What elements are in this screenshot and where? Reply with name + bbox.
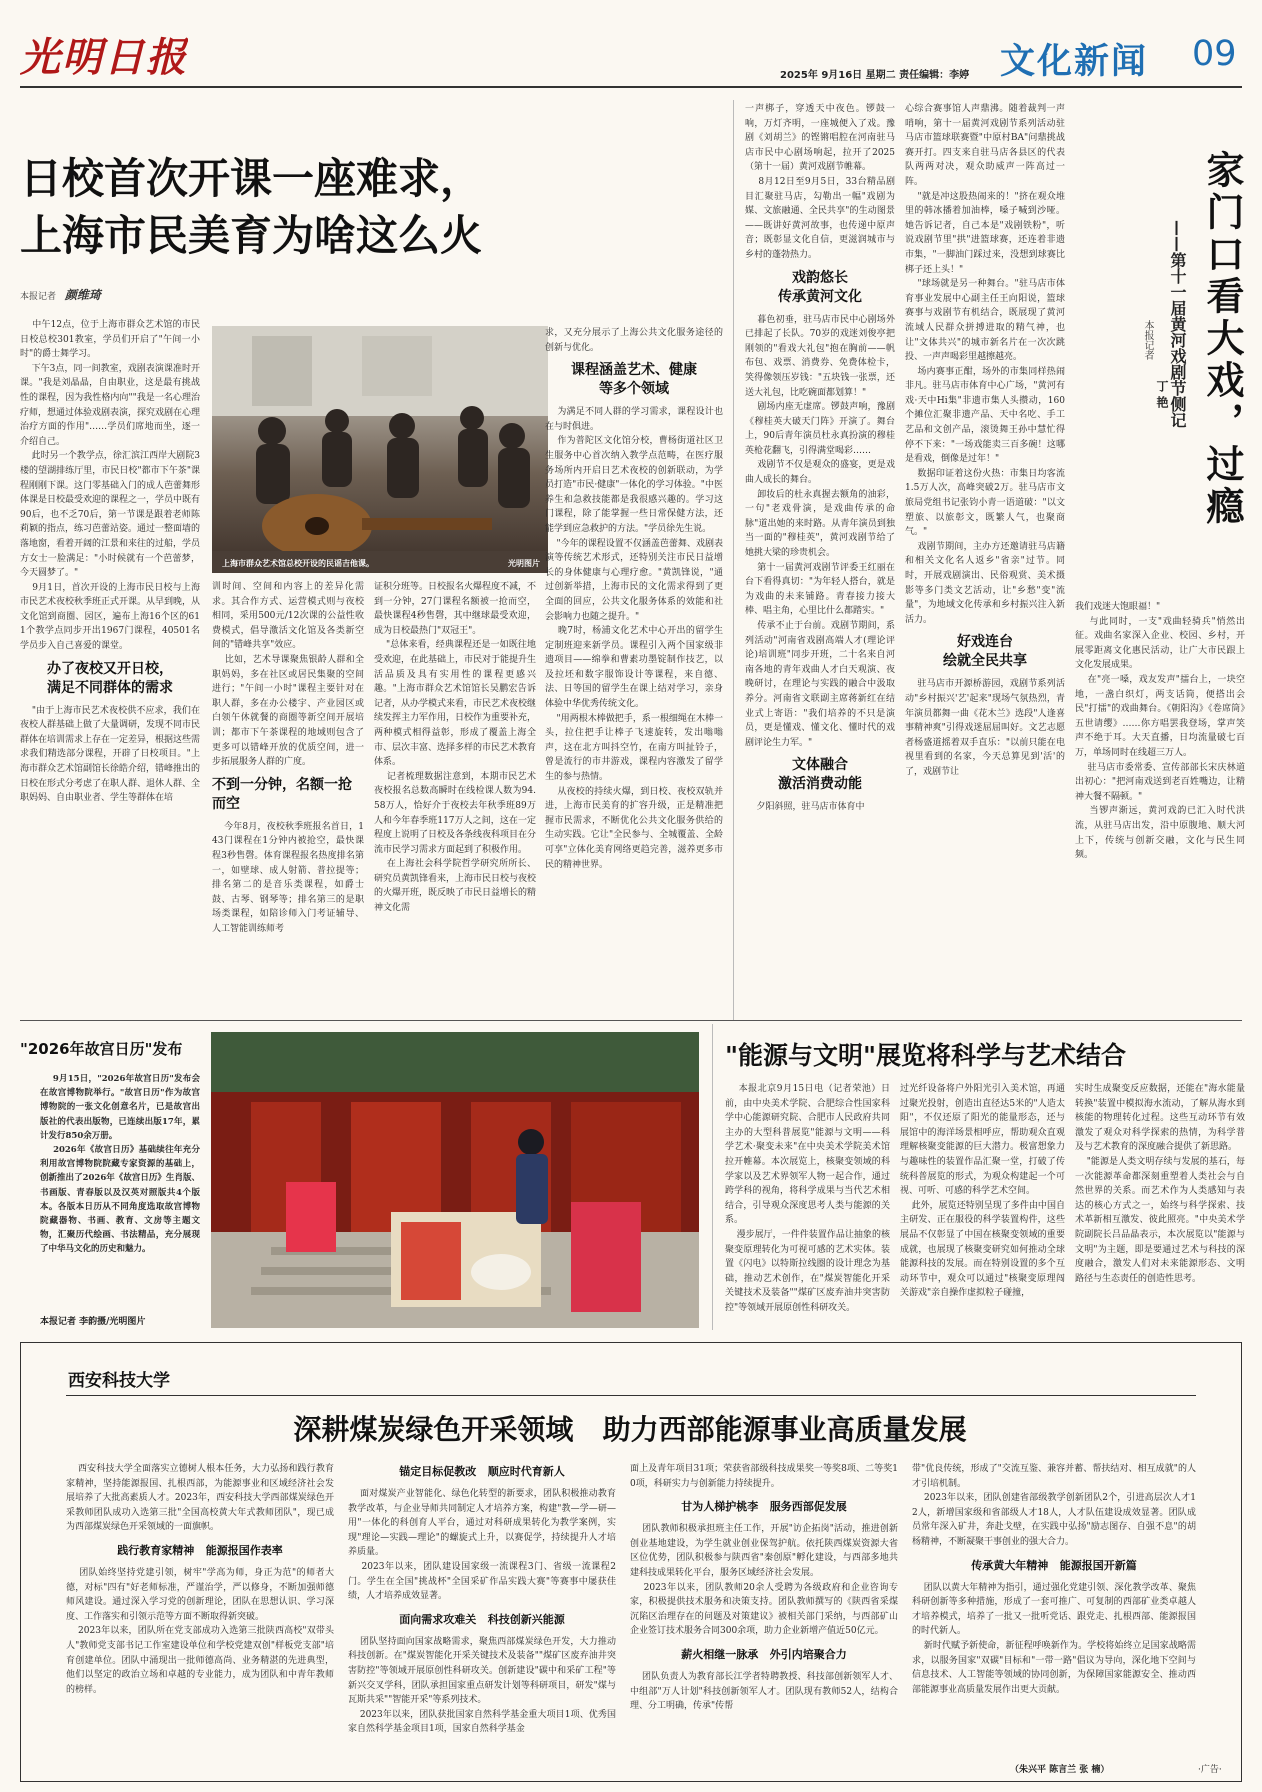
lead-col1-text: 中午12点，位于上海市群众艺术馆的市民日校总校301教室，学员们开启了"午间一小时"的爵士舞学习。 下午3点，同一间教室，戏剧表演课准时开课。"我是刘晶晶，自由职业，这是最有挑战性的课程，因为我性格内向""我是一名心理治疗师，想通过体验戏剧表演，探究戏剧在心理治疗方面的作用"……学员们席地而坐，逐一介绍自己。 此时另一个教学点，徐汇滨江西岸大剧院3楼的望湖排练厅里，市民日校"都市下午茶"课程刚刚下课。这门零基础入门的成人芭蕾舞形体课是日校最受欢迎的课程之一，学员中既有90后，也不乏70后，第一节课是跟着老师陈莉颖的指点，练习芭蕾站姿。通过一整面墙的落地窗，看着开阔的江景和来往的过船，学员方女士一脸满足："小时候就有一个芭蕾梦，今天圆梦了。" 9月1日，首次开设的上海市民日校与上海市民艺术夜校秋季班正式开课。从早到晚，从文化馆到商圈、园区，遍布上海16个区的611个教学点同步开出1967门课程，40501名学员步入自己喜爱的课堂。 xyxy=(20,320,200,652)
ad-column-4 xyxy=(912,1462,1196,1762)
energy-col3-text: 实时生成聚变反应数据，还能在"海水能量转换"装置中模拟海水流动，了解从海水到核能的物理转化过程。这些互动环节有效激发了观众对科学探索的热情，为科学普及与艺术教育的深度融合提供了新思路。 "能源是人类文明存续与发展的基石，每一次能源革命都深刻重塑着人类社会与自然世界的关系。而艺术作为人类感知与表达的核心方式之一，始终与科学探索、技术革新相互激发、彼此照亮。"中央美术学院副院长吕品晶表示，本次展览以"能源与文明"为主题，即是要通过艺术与科技的深度融合，激发人们对未来能源形态、文明路径与生态责任的创造性思考。 xyxy=(1075,1084,1245,1284)
opera-title-block xyxy=(1075,150,1245,590)
opera-col3-text: 我们戏迷大饱眼福！" 与此同时，一支"戏曲轻骑兵"悄然出征。戏曲名家深入企业、校园、乡村，开展零距离文化惠民活动，让广大市民跟上文化发展成果。 在"亮一嗓，戏友发声"擂台上，一块空地，一盏白织灯，两支话筒，便搭出会民"打擂"的戏曲舞台。《朝阳沟》《卷席筒》五世请缨》……你方唱罢我登场，掌声笑声不绝于耳。大天直播，日均流量破七百万，单场同时在线超三万人。 驻马店市委常委、宣传部部长宋庆林道出初心："把河南戏送到老百姓嘴边，让精神大餐不隔顿。" 当锣声渐远，黄河戏韵已汇入时代洪流，从驻马店出发，沿中原腹地、顺大河上下，传统与创新交融，文化与民生同频。 xyxy=(1075,602,1245,861)
ad-col4-text: 带"优良传统，形成了"交流互鉴、兼容并蓄、帮扶结对、相互成就"的人才引培机制。 2023年以来，团队创建省部级教学创新团队2个，引进高层次人才12人，新增国家级和省部级人才18人，人才队伍建设成效显著。团队成员常年深入矿井，奔赴戈壁，在实践中弘扬"励志图存、自强不息"的胡杨精神，不断凝聚干事创业的强大合力。 xyxy=(912,1464,1196,1547)
calendar-text-block xyxy=(40,1072,200,1312)
lead-col2-text: 训时间、空间和内容上的差异化需求。其合作方式、运营模式则与夜校相同，采用500元/12次课的公益性收费模式，倡导激活文化馆及各类新空间的"错峰共享"效应。 比如，艺术导课聚焦银龄人群和全职妈妈，多在社区或居民集聚的空间进行；"午间一小时"课程主要针对在职人群，多在办公楼宇、产业园区或白领午休就餐的商圈等新空间开展培训；都市下午茶课程的地域则包含了更多可以错峰开放的优质空间，进一步拓展服务人群的广度。 xyxy=(212,582,364,768)
lead-title-line1: 日校首次开课一座难求， xyxy=(20,154,483,203)
opera-subhead-1: 戏韵悠长 传承黄河文化 xyxy=(778,269,862,305)
ad-col2b-text: 团队坚持面向国家战略需求，聚焦西部煤炭绿色开发，大力推动科技创新。在"煤炭智能化开采关键技术及装备""煤矿区废弃油井突害防控"等领域开展原创性科研攻关。创新建设"碳中和采矿工程"等新兴交叉学科，团队承担国家重点研发计划等科研项目，研发"煤与瓦斯共采""智能开采"等系列技术。 2023年以来，团队获批国家自然科学基金重大项目1项、优秀国家自然科学基金项目1项，国家自然科学基金 xyxy=(348,1636,616,1735)
opera-col1c-text: 夕阳斜照，驻马店市体育中 xyxy=(745,802,865,813)
opera-byline-name: 丁 艳 xyxy=(1155,380,1169,409)
lead-col1b-text: "由于上海市民艺术夜校供不应求，我们在夜校人群基础上做了大量调研，发现不同市民群体在培训需求上存在一定差异，根据这些需求我们精选部分课程，开辟了日校项目。"上海市群众艺术馆副馆长徐皓介绍，错峰推出的日校在形式分考虑了在职人群、退休人群、全职妈妈、自由职业者、学生等群体在培 xyxy=(20,705,200,804)
opera-col2-text: 心综合赛事馆人声鼎沸。随着裁判一声哨响，第十一届黄河戏剧节系列活动驻马店市篮球联赛暨"中原村BA"问鼎挑战赛开打。四支来自驻马店各县区的代表队两两对决，观众助威声一阵高过一阵。 "就是冲这股热闹来的！"挤在观众堆里的韩冰播着加油棒，嗓子喊到沙哑。她告诉记者，自己本是"戏剧铁粉"，听说戏剧节里"拱"进篮球赛，还连着非遗市集，"一脚油门踩过来，没想到球赛比梆子还上头！" "球场就是另一种舞台。"驻马店市体育事业发展中心副主任王向阳说，篮球赛事与戏剧节有机结合，既展现了黄河流域人民群众拼搏进取的精气神，也让"文体共兴"的城市新名片在一次次跳投、一声声喝彩里越擦越亮。 场内赛事正酣，场外的市集同样热闹非凡。驻马店市体育中心广场，"黄河有戏·天中Hi集"非遗市集人头攒动，160个摊位汇聚非遗产品、天中名吃、手工艺品和文创产品，滚烫舞王孙中慧忙得停不下来："一场戏能卖三百多碗！这哪是看戏，倒像是过年！" 数据印证着这份火热：市集日均客流1.5万人次，高峰突破2万。驻马店市文旅局党组书记张钧小青一语道破："以文塑旅、以旅彰文，既繁人气，也聚商气。" 戏剧节期间，主办方还邀请驻马店籍和相关文化名人返乡"省亲"过节。同时，开展戏剧演出、民俗观赏、美术摄影等多门类文艺活动，让"乡愁"变"流量"，为地域文化传承和乡村振兴注入新活力。 xyxy=(905,104,1065,625)
ad-subhead-5: 薪火相继一脉承 外引内培聚合力 xyxy=(681,1647,847,1661)
ad-col3b-text: 团队教师积极承担班主任工作，开展"访企拓岗"活动，推进创新创业基地建设，为学生就业创业保驾护航。依托陕西煤炭资源大省区位优势，团队积极参与陕西省"秦创原"孵化建设，与西部多地共建科技成果转化平台，服务区域经济社会发展。 2023年以来，团队教师20余人受聘为各级政府和企业咨询专家，积极提供技术服务和决策支持。团队教师撰写的《陕西省采煤沉陷区治理存在的问题及对策建议》被相关部门采纳，与西部矿山企业签订技术服务合同300余项，助力企业新增产值近50亿元。 xyxy=(630,1524,898,1637)
ad-title: 深耕煤炭绿色开采领域 助力西部能源事业高质量发展 xyxy=(293,1413,967,1446)
ad-col4b-text: 团队以黄大年精神为指引，通过强化党建引领、深化教学改革、聚焦科研创新等多种措施，形成了一套可推广、可复制的西部矿业类卓越人才培养模式，培养了一批又一批听党话、跟党走、扎根西部、能源报国的时代新人。 新时代赋予新使命，新征程呼唤新作为。学校将始终立足国家战略需求，以服务国家"双碳"目标和"一带一路"倡议为导向，深化地下空间与信息技术、人工智能等领域的协同创新，为保障国家能源安全、推动西部能源事业高质量发展作出更大贡献。 xyxy=(912,1582,1196,1695)
opera-col2b-text: 驻马店市开源桥游园，戏剧节系列活动"乡村振兴'艺'起来"现场气氛热烈，青年演员都舞一曲《花木兰》选段"人逢喜事精神爽"引得戏迷屈屈叫好。文艺志愿者杨盛道摇着双手直乐："以前只能在电视里看到的名家，今天总算见到'活'的了，戏剧节让 xyxy=(905,679,1065,777)
photo-illustration xyxy=(212,326,548,573)
lead-column-3 xyxy=(374,580,536,1020)
ad-column-3 xyxy=(630,1462,898,1776)
ad-subhead-3: 面向需求攻难关 科技创新兴能源 xyxy=(399,1612,565,1626)
opera-byline-name-box xyxy=(1154,380,1171,408)
lead-column-1 xyxy=(20,318,200,1018)
opera-byline xyxy=(1140,320,1155,360)
byline-label: 本报记者 xyxy=(20,292,57,302)
lead-col2b-text: 今年8月，夜校秋季班报名首日，143门课程在1分钟内被抢空，最快课程3秒售磬。体育课程报名热度排名第一，如壁球、成人射箭、普拉提等；排名第二的是音乐类课程，如爵士鼓、古琴、钢琴等；排名第三的是职场类课程，如陪诊师入门考证辅导、人工智能训练师考 xyxy=(212,821,364,934)
forbidden-city-photo xyxy=(211,1032,699,1328)
ad-col2-text: 面对煤炭产业智能化、绿色化转型的新要求，团队积极推动教育教学改革，与企业导师共同制定人才培养方案，构建"教—学—研—用"一体化的科创育人平台，通过对科研成果转化为教学案例，实现"理论—实践—理论"的螺旋式上升，以赛促学，持续提升人才培养质量。 2023年以来，团队建设国家级一流课程3门、省级一流课程2门。学生在全国"挑战杯"全国采矿作品实践大赛"等赛事中屡获佳绩，人才培养成效显著。 xyxy=(348,1489,616,1602)
calendar-text: 9月15日，"2026年故宫日历"发布会在故宫博物院举行。"故宫日历"作为故宫博物院的一张文化创意名片，已是故宫出版社的代表出版物，已连续出版17年，累计发行850余万册。 2026年《故宫日历》基础续往年充分利用故宫博物院院藏专家资源的基础上，创新推出了2026年《故宫日历》生肖版、书画版、青春版以及汉英对照版共4个版本。各版本日历从不同角度选取故宫博物院藏器物、书画、教育、文房等主题文物，汇聚历代绘画、书法精品，充分展现了中华马文化的历史和魅力。 xyxy=(40,1074,200,1255)
energy-col2-text: 过光纤设备将户外阳光引入美术馆，再通过聚光投射，创造出直径达5米的"人造太阳"，不仅还原了阳光的能量形态，还与展馆中的海洋场景相呼应，帮助观众直观理解核聚变能源的巨大潜力。极富想象力与趣味性的装置作品汇聚一堂，打破了传统科普展览的形式，为观众构建起一个可视、可听、可感的科学艺术空间。 此外，展览还特别呈现了多件由中国自主研发、正在服役的科学装置构件，这些展品不仅彰显了中国在核聚变领域的重要成就，也展现了核聚变研究如何推动全球能源科技的发展。而在特别设置的多个互动环节中，观众可以通过"核聚变原理闯关游戏"亲自操作虚拟粒子碰撞， xyxy=(900,1084,1065,1299)
photo-credit: 光明图片 xyxy=(508,558,540,568)
energy-column-1 xyxy=(725,1082,890,1328)
opera-byline-label: 本报记者 xyxy=(1142,320,1153,360)
ad-subhead-6: 传承黄大年精神 能源报国开新篇 xyxy=(971,1558,1137,1572)
ad-subhead-1: 践行教育家精神 能源报国作表率 xyxy=(117,1543,283,1557)
opera-title: 家门口看大戏，过瘾 xyxy=(1200,150,1244,528)
section-name: 文化新闻 xyxy=(1000,42,1149,82)
lead-subhead-2: 不到一分钟，名额一抢而空 xyxy=(212,776,352,812)
lead-subhead-3: 课程涵盖艺术、健康 等多个领域 xyxy=(571,362,697,398)
energy-title: "能源与文明"展览将科学与艺术结合 xyxy=(725,1041,1127,1070)
lead-col4-text: 为满足不同人群的学习需求，课程设计也在与时俱进。 作为普陀区文化馆分校，曹杨街道社区卫生服务中心首次纳入教学点范畴，在医疗服务场所内开启日艺术夜校的创新联动，为学员打造"市民·健康"一体化的学习体验。"中医养生和急救技能都是我很感兴趣的。学习这门课程，除了能掌握一些日常保健方法，还能学到应急救护的方法。"学员徐先生说。 "今年的课程设置不仅涵盖芭蕾舞、戏剧表演等传统艺术形式，还特别关注市民日益增长的身体健康与心理疗愈。"黄凯锋说，"通过创新举措，上海市民的文化需求得到了更全面的回应，公共文化服务体系的效能和社会影响力也随之提升。" 晚7时，杨浦文化艺术中心开出的留学生定制班迎来新学员。课程引入两个国家级非遗项目——绵拳和曹素功墨锭制作技艺，以及拉坯和数字服饰设计等课程，来自德、法、日等国的留学生在课上结对学习，亲身体验中华优秀传统文化。 "用两根木棒做把手，系一根细绳在木棒一头，拉住把手让棒子飞速旋转，发出嗡嗡声，这在北方叫抖空竹，在南方叫扯铃子，曾是流行的市井游戏，课程内容激发了留学生的参与热情。 从夜校的持续火爆，到日校、夜校双轨并进，上海市民美育的扩容升级，正是精准把握市民需求，不断优化公共文化服务供给的生动实践。它让"全民参与、全城覆盖、全龄可享"立体化美育网络更趋完善，滋养更多市民的精神世界。 xyxy=(545,407,723,870)
lead-title-line2: 上海市民美育为啥这么火 xyxy=(20,211,483,260)
byline-name: 颜维琦 xyxy=(64,288,101,302)
lead-column-4 xyxy=(545,326,723,1020)
ad-column-1 xyxy=(66,1462,334,1776)
photo-caption: 上海市群众艺术馆总校开设的民谣吉他课。 xyxy=(222,558,374,568)
ad-col1-text: 西安科技大学全面落实立德树人根本任务，大力弘扬和践行教育家精神，坚持能源报国、扎根西部，为能源事业和区域经济社会发展培养了大批高素质人才。2023年，西安科技大学西部煤炭绿色开采教师团队成功入选第三批"全国高校黄大年式教师团队"，现已成为西部煤炭绿色开采领域的一面旗帜。 xyxy=(66,1464,334,1533)
calendar-credit: 本报记者 李韵摄/光明图片 xyxy=(40,1317,146,1327)
masthead xyxy=(0,0,1262,90)
lead-byline xyxy=(20,286,320,303)
lead-column-2 xyxy=(212,580,364,1020)
lead-subhead-1: 办了夜校又开日校， 满足不同群体的需求 xyxy=(47,660,173,696)
ad-col1b-text: 团队始终坚持党建引领，树牢"学高为师，身正为范"的师者大德，对标"四有"好老师标准，严谨治学，严以修身，不断加强师德师风建设。通过深入学习党的创新理论，团队在思想认识、学习深度、工作落实和引领示范等方面不断取得新突破。 2023年以来，团队所在党支部成功入选第三批陕西高校"双带头人"教师党支部书记工作室建设单位和学校党建双创"样板党支部"培育创建单位。团队中涌现出一批师德高尚、业务精湛的先进典型，他们以坚定的政治立场和卓越的专业能力，成为团队和中青年教师的榜样。 xyxy=(66,1567,334,1695)
date-line: 2025年 9月16日 星期二 责任编辑：李婷 xyxy=(780,70,970,81)
opera-col1b-text: 暮色初垂，驻马店市民中心剧场外已排起了长队。70岁的戏迷刘俊亭把刚领的"看戏大礼包"抱在胸前——帆布包、戏票、消费券、免费体检卡，笑得像领压岁钱："五块钱一张票，还送大礼包，比吃碗面都划算！" 剧场内座无虚席。锣鼓声响，豫剧《穆桂英大破天门阵》开演了。舞台上，90后青年演员杜永真扮演的穆桂英枪花翻飞，引得满堂喝彩…… 戏剧节不仅是观众的盛宴，更是戏曲人成长的舞台。 卸妆后的杜永真握去额角的油彩，一句"老戏骨演，是戏曲传承的命脉"道出她的来时路。从青年演员到独当一面的"穆桂英"，黄河戏剧节给了她挑大梁的珍贵机会。 第十一届黄河戏剧节评委王红丽在台下看得真切："为年轻人搭台，就是为戏曲的未来铺路。青春接力接大棒、唱主角，心里比什么都踏实。" 传承不止于台前。戏剧节期间，系列活动"河南省戏剧高端人才(理论评论)培训班"同步开班，二十名来自河南各地的青年戏曲人才白天观演、夜晚研讨，在理论与实践的融合中汲取养分。河南省文联副主席蒋新红在结业式上寄语："我们培养的不只是演员，更是懂戏、懂文化、懂时代的戏剧评论生力军。" xyxy=(745,314,895,748)
energy-column-2 xyxy=(900,1082,1065,1328)
opera-col1-text: 一声梆子，穿透天中夜色。锣鼓一响，万灯齐明，一座城便入了戏。豫剧《刘胡兰》的铿锵唱腔在河南驻马店市民中心剧场响起，拉开了2025（第十一届）黄河戏剧节帷幕。 8月12日至9月5日，33台精品剧目汇聚驻马店，勾勒出一幅"戏剧为媒、文旅融通、全民共享"的生动图景——既讲好黄河故事，也传递中原声音；既彰显文化自信，更滋润城市与乡村的蓬勃热力。 xyxy=(745,104,895,260)
ad-tag: ·广告· xyxy=(1198,1765,1222,1775)
page-number: 09 xyxy=(1192,34,1237,74)
opera-subhead-2: 文体融合 激活消费动能 xyxy=(778,757,862,793)
lead-story-title xyxy=(20,150,730,264)
ad-org-label: 西安科技大学 xyxy=(68,1371,170,1391)
newspaper-logo: 光明日报 xyxy=(20,34,188,81)
opera-column-2 xyxy=(905,102,1065,1020)
lead-col4a-text: 求，又充分展示了上海公共文化服务途径的创新与优化。 xyxy=(545,328,723,353)
ad-column-2 xyxy=(348,1462,616,1776)
ad-subhead-2: 锚定目标促教改 顺应时代育新人 xyxy=(399,1465,565,1478)
opera-subhead-3: 好戏连台 绘就全民共享 xyxy=(943,634,1027,670)
ad-col3-text: 面上及青年项目31项；荣获省部级科技成果奖一等奖8项、二等奖10项，科研实力与创新能力持续提升。 xyxy=(630,1464,898,1489)
opera-subtitle: ——第十一届黄河戏剧节侧记 xyxy=(1168,220,1187,428)
energy-column-3 xyxy=(1075,1082,1245,1328)
guitar-class-photo xyxy=(212,326,548,573)
ad-col3c-text: 团队负责人为教育部长江学者特聘教授、科技部创新领军人才、中组部"万人计划"科技创新领军人才。团队现有教师52人，结构合理、分工明确，传承"传帮 xyxy=(630,1671,898,1712)
energy-col1-text: 本报北京9月15日电（记者荣池）日前，由中央美术学院、合肥综合性国家科学中心能源研究院、合肥市人民政府共同主办的大型科普展览"能源与文明——科学艺术·聚变未来"在中央美术学院美术馆拉开帷幕。本次展览上，核聚变领域的科学家以及艺术界领军人物一起合作，通过跨学科的视角，将科学成果与当代艺术相结合，引导观众深度思考人类与能源的关系。 漫步展厅，一件件装置作品让抽象的核聚变原理转化为可视可感的艺术实体。装置《闪电》以特斯拉线圈的设计理念为基础，推动艺术创作，在"煤炭智能化开采关键技术及装备""煤矿区废弃油井突害防控"等领域开展原创性科研攻关。 xyxy=(725,1084,890,1313)
calendar-photo-illustration xyxy=(211,1032,699,1328)
opera-column-1 xyxy=(745,102,895,1020)
ad-signature: （朱兴平 陈言兰 张 楠） xyxy=(1010,1765,1110,1775)
calendar-title: "2026年故宫日历"发布 xyxy=(20,1040,183,1058)
lead-col3-text: 证积分班等。日校报名火爆程度不减，不到一分钟，27门课程名额被一抢而空，最快课程4秒售磬，其中继球最受欢迎，成为日校最热门"双冠王"。 "总体来看，经典课程还是一如既往地受欢迎，在此基础上，市民对于能提升生活品质及具有实用性的课程更感兴趣。"上海市群众艺术馆馆长吴鹏宏告诉记者，从办学模式来看，市民艺术夜校继续发挥主力军作用，日校作为重要补充，两种模式相得益彰，形成了覆盖上海全市、层次丰富、选择多样的市民艺术教育体系。 记者梳理数据注意到，本期市民艺术夜校报名总数高瞬时在线检课人数为94.58万人，恰好介于夜校去年秋季班89万人和今年春季班117万人之间，这在一定程度上说明了日校及各条线夜科项目在分流市民学习需求方面起到了积极作用。 在上海社会科学院哲学研究所所长、研究员黄凯锋看来，上海市民日校与夜校的火爆开班，既反映了市民日益增长的精神文化需 xyxy=(374,582,536,914)
ad-subhead-4: 甘为人梯护桃李 服务西部促发展 xyxy=(681,1500,847,1514)
opera-column-3 xyxy=(1075,600,1245,1020)
